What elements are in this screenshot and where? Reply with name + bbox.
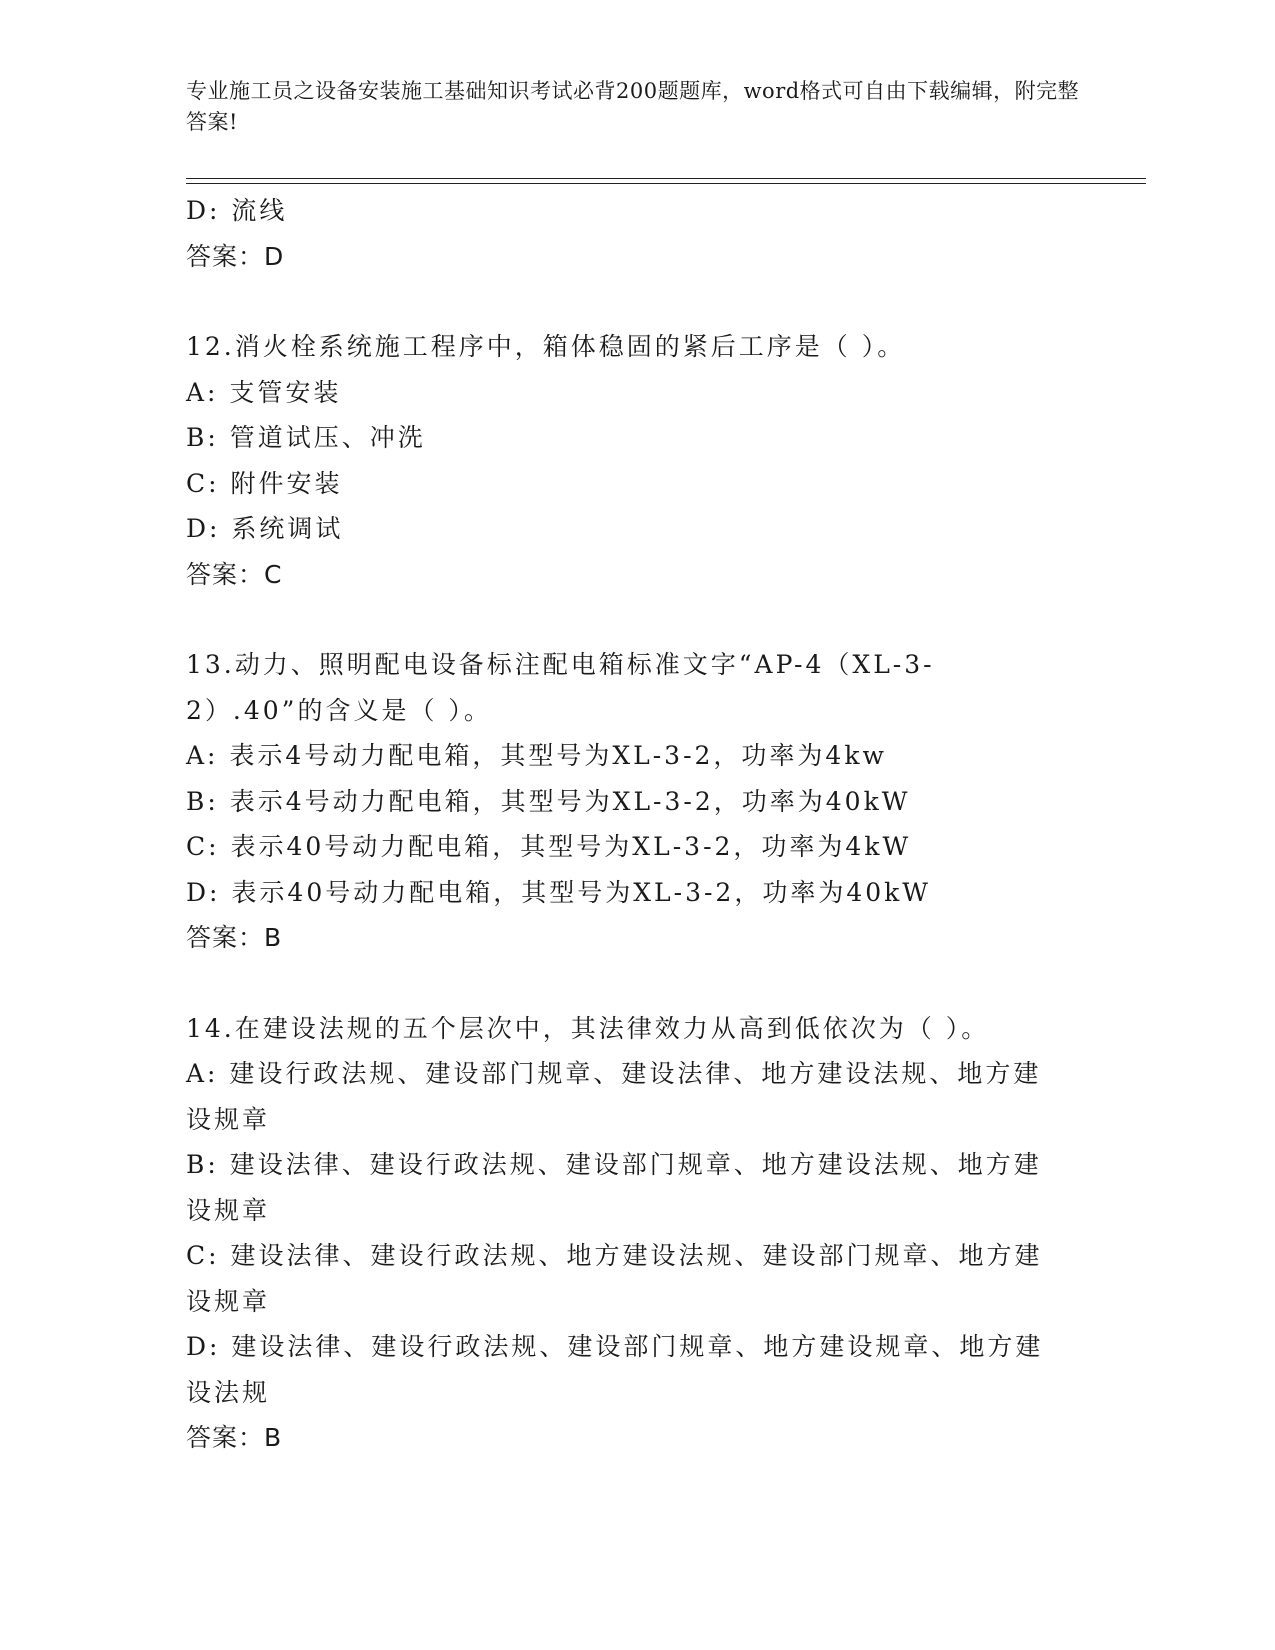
option-d: D: 系统调试	[186, 514, 344, 543]
header-divider-bottom	[186, 183, 1146, 184]
option-c: C: 表示40号动力配电箱，其型号为XL-3-2，功率为4kW	[186, 832, 912, 861]
prev-answer: 答案：D	[186, 241, 285, 271]
option-a: A: 表示4号动力配电箱，其型号为XL-3-2，功率为4kw	[186, 741, 887, 770]
option-b: B: 管道试压、冲洗	[186, 423, 426, 452]
question-stem: 14.在建设法规的五个层次中，其法律效力从高到低依次为（ ）。	[186, 1013, 990, 1043]
question-stem: 12.消火栓系统施工程序中，箱体稳固的紧后工序是（ ）。	[186, 332, 906, 361]
option-c: C: 附件安装	[186, 468, 343, 498]
question-13	[186, 642, 1086, 961]
option-a: A: 建设行政法规、建设部门规章、建设法律、地方建设法规、地方建设规章	[186, 1059, 1042, 1134]
option-d: D: 表示40号动力配电箱，其型号为XL-3-2，功率为40kW	[186, 877, 931, 907]
prev-option-d: D: 流线	[186, 196, 288, 225]
answer: 答案：C	[186, 559, 283, 589]
question-stem: 13.动力、照明配电设备标注配电箱标准文字“AP-4（XL-3-2）.40”的含义是（ ）。	[186, 650, 935, 725]
answer: 答案：B	[186, 1423, 283, 1452]
option-b: B: 表示4号动力配电箱，其型号为XL-3-2，功率为40kW	[186, 786, 911, 816]
question-14	[186, 1006, 1086, 1461]
question-12	[186, 324, 1086, 597]
option-c: C: 建设法律、建设行政法规、地方建设法规、建设部门规章、地方建设规章	[186, 1241, 1043, 1316]
page-header-title: 专业施工员之设备安装施工基础知识考试必背200题题库，word格式可自由下载编辑，附完整答案!	[186, 79, 1080, 134]
option-b: B: 建设法律、建设行政法规、建设部门规章、地方建设法规、地方建设规章	[186, 1150, 1042, 1225]
answer: 答案：B	[186, 923, 283, 952]
option-d: D: 建设法律、建设行政法规、建设部门规章、地方建设规章、地方建设法规	[186, 1332, 1044, 1407]
header-divider-top	[186, 178, 1146, 179]
question-list	[186, 188, 1086, 1461]
option-a: A: 支管安装	[186, 377, 342, 407]
